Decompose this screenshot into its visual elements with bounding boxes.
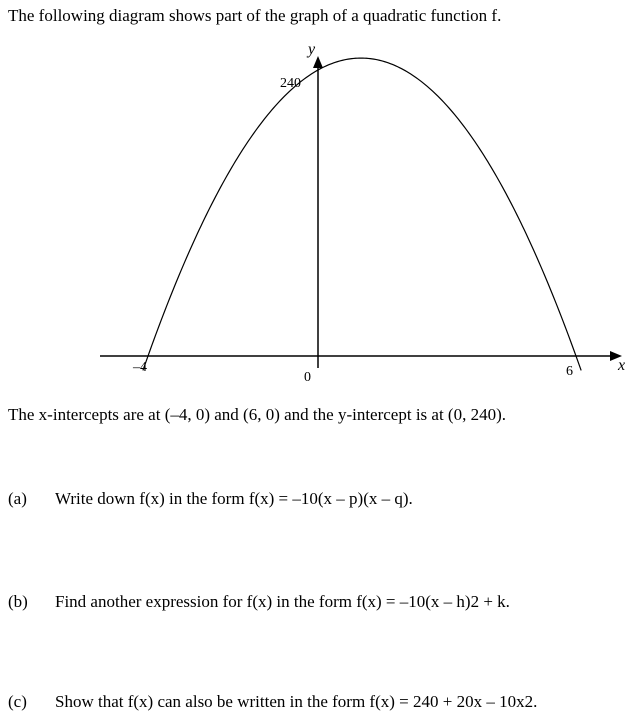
x-tick-label-minus4: –4: [133, 360, 147, 375]
x-axis-label: x: [618, 357, 626, 374]
y-axis-label: y: [308, 41, 316, 58]
x-tick-label-6: 6: [566, 364, 573, 379]
question-b-text: Find another expression for f(x) in the form f(x) = –10(x – h)2 + k.: [55, 592, 510, 611]
x-tick-label-0: 0: [304, 370, 311, 385]
intro-text: The following diagram shows part of the graph of a quadratic function f.: [8, 6, 502, 25]
question-c: [8, 692, 537, 712]
intercepts-text: The x-intercepts are at (–4, 0) and (6, 0) and the y-intercept is at (0, 240).: [8, 405, 507, 424]
question-a-label: (a): [8, 489, 27, 508]
question-a-text: Write down f(x) in the form f(x) = –10(x – p)(x – q).: [55, 489, 413, 508]
question-b-label: (b): [8, 592, 28, 611]
question-c-label: (c): [8, 692, 27, 711]
question-b: [8, 592, 510, 612]
question-c-text: Show that f(x) can also be written in the form f(x) = 240 + 20x – 10x2.: [55, 692, 538, 711]
question-a: [8, 489, 413, 509]
y-tick-label-240: 240: [280, 76, 301, 91]
parabola-curve: [143, 58, 581, 370]
